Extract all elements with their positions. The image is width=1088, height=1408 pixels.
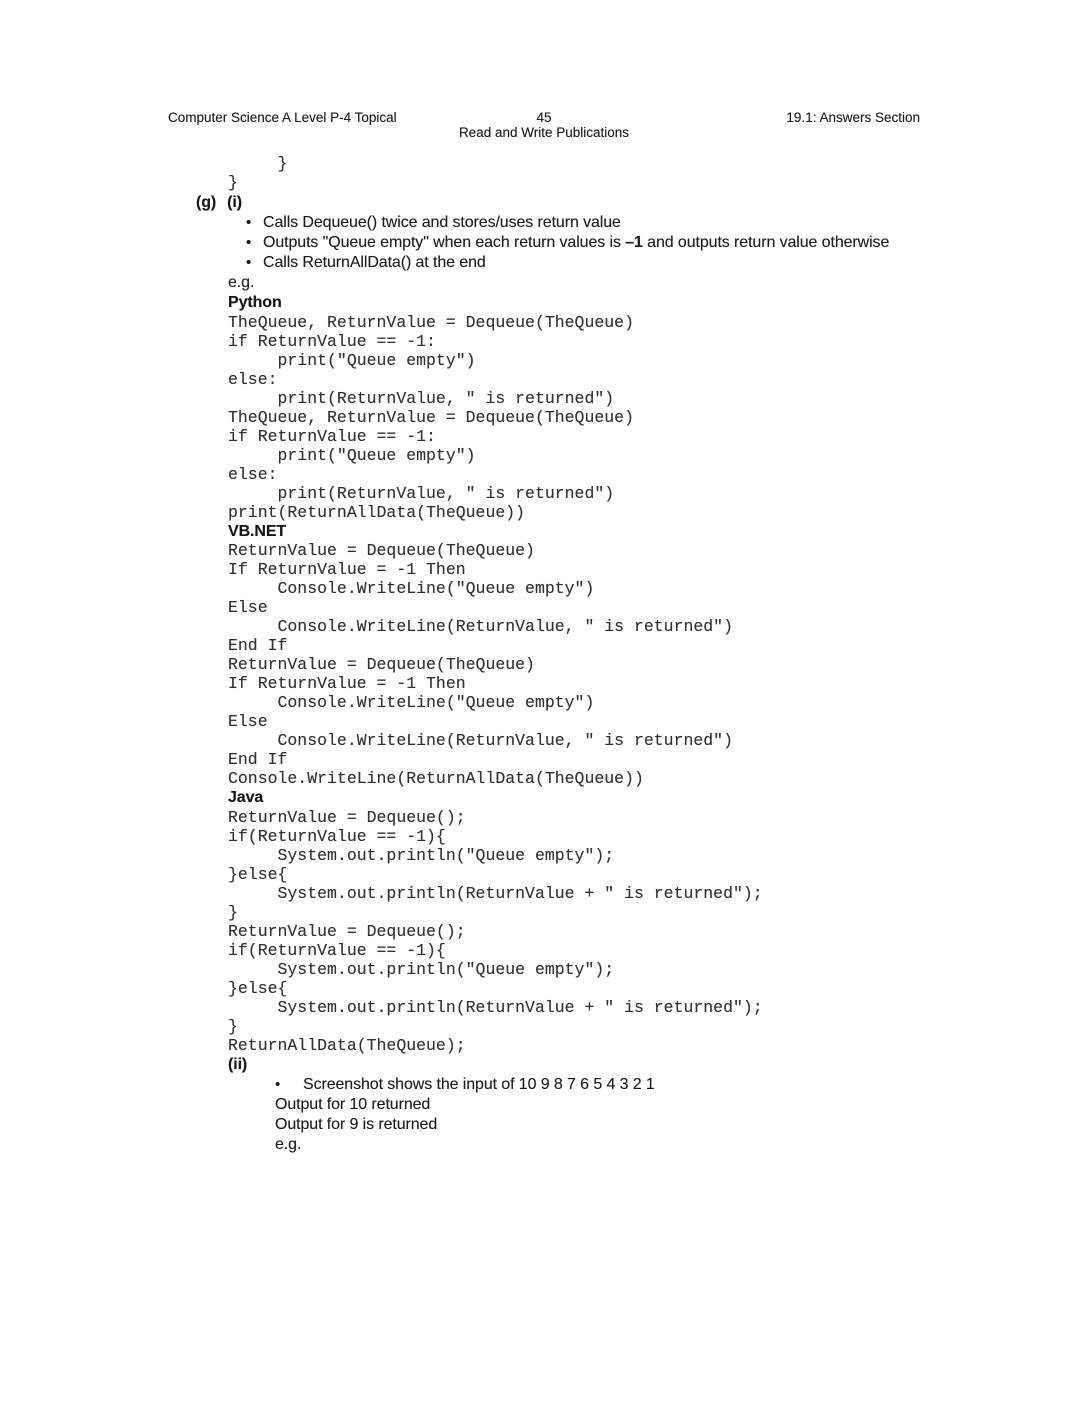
output-line: Output for 10 returned [275, 1096, 431, 1113]
bullet-icon: • [275, 1076, 281, 1093]
code-line: Console.WriteLine("Queue empty") [228, 579, 595, 598]
code-line: ReturnValue = Dequeue(); [228, 921, 466, 941]
code-line: ReturnValue = Dequeue(); [228, 807, 466, 827]
code-line: Console.WriteLine("Queue empty") [228, 693, 595, 712]
bullet-text-bold: –1 [625, 234, 643, 251]
eg-label: e.g. [228, 274, 255, 291]
bullet-text: Screenshot shows the input of 10 9 8 7 6 5 4 3 2 1 [303, 1076, 655, 1093]
code-line: } [228, 902, 238, 922]
bullet-item [228, 213, 1028, 233]
code-line: System.out.println("Queue empty"); [228, 845, 615, 865]
code-line: End If [228, 636, 288, 655]
code-line: } [228, 173, 238, 192]
code-line: else: [228, 464, 278, 484]
publisher-name: Read and Write Publications [458, 125, 630, 140]
header-section-title: 19.1: Answers Section [786, 110, 920, 125]
bullet-text-suffix: and outputs return value otherwise [642, 234, 890, 251]
code-line: Else [228, 712, 268, 731]
eg-label: e.g. [275, 1136, 302, 1153]
preamble-code-block [228, 154, 1028, 192]
code-line: print(ReturnValue, " is returned") [228, 388, 615, 408]
code-line: System.out.println("Queue empty"); [228, 959, 615, 979]
output-line: Output for 9 is returned [275, 1116, 438, 1133]
code-line: System.out.println(ReturnValue + " is returned"); [228, 997, 763, 1017]
code-line: Console.WriteLine(ReturnValue, " is returned") [228, 617, 733, 636]
vbnet-code-block [228, 541, 1028, 788]
code-line: ReturnAllData(TheQueue); [228, 1035, 466, 1055]
bullet-icon: • [246, 214, 252, 231]
code-line: Else [228, 598, 268, 617]
bullet-item [228, 233, 1028, 253]
code-line: System.out.println(ReturnValue + " is returned"); [228, 883, 763, 903]
vbnet-label: VB.NET [228, 522, 287, 540]
bullet-item [228, 1074, 1028, 1095]
bullet-text-prefix: Outputs "Queue empty" when each return values is [263, 234, 626, 251]
python-label: Python [228, 294, 282, 311]
code-line: print(ReturnValue, " is returned") [228, 483, 615, 503]
code-line: If ReturnValue = -1 Then [228, 674, 466, 693]
code-line: print("Queue empty") [228, 445, 476, 465]
code-line: End If [228, 750, 288, 769]
bullet-text: Calls Dequeue() twice and stores/uses return value [263, 214, 621, 231]
code-line: ReturnValue = Dequeue(TheQueue) [228, 541, 535, 560]
bullet-text: Calls ReturnAllData() at the end [263, 254, 486, 271]
code-line: Console.WriteLine(ReturnAllData(TheQueue)) [228, 769, 644, 788]
page-header [168, 110, 920, 146]
code-line: If ReturnValue = -1 Then [228, 560, 466, 579]
java-code-block [228, 808, 1028, 1055]
bullet-item [228, 253, 1028, 273]
code-line: if ReturnValue == -1: [228, 426, 436, 446]
code-line: print("Queue empty") [228, 350, 476, 370]
java-label: Java [228, 789, 264, 806]
code-line: else: [228, 369, 278, 389]
code-line: if(ReturnValue == -1){ [228, 826, 446, 846]
part-g-label: (g) [196, 194, 217, 211]
code-line: if ReturnValue == -1: [228, 331, 436, 351]
code-line: TheQueue, ReturnValue = Dequeue(TheQueue) [228, 312, 634, 332]
bullet-icon: • [246, 254, 252, 271]
code-line: }else{ [228, 978, 288, 998]
bullet-icon: • [246, 234, 252, 251]
code-line: Console.WriteLine(ReturnValue, " is returned") [228, 731, 733, 750]
code-line: } [228, 1016, 238, 1036]
code-line: }else{ [228, 864, 288, 884]
code-line: if(ReturnValue == -1){ [228, 940, 446, 960]
code-line: print(ReturnAllData(TheQueue)) [228, 502, 526, 522]
marking-points-list [228, 213, 1028, 273]
bullet-text [263, 234, 889, 251]
header-course-title: Computer Science A Level P-4 Topical [168, 110, 397, 125]
question-part-heading [196, 192, 1028, 213]
code-line: TheQueue, ReturnValue = Dequeue(TheQueue) [228, 407, 634, 427]
python-code-block [228, 313, 1028, 522]
answer-content [196, 154, 1028, 1155]
code-line: ReturnValue = Dequeue(TheQueue) [228, 655, 535, 674]
code-line: } [228, 154, 288, 173]
part-i-label: (i) [227, 194, 242, 211]
part-ii-label: (ii) [228, 1055, 248, 1073]
page-number: 45 [536, 110, 552, 125]
